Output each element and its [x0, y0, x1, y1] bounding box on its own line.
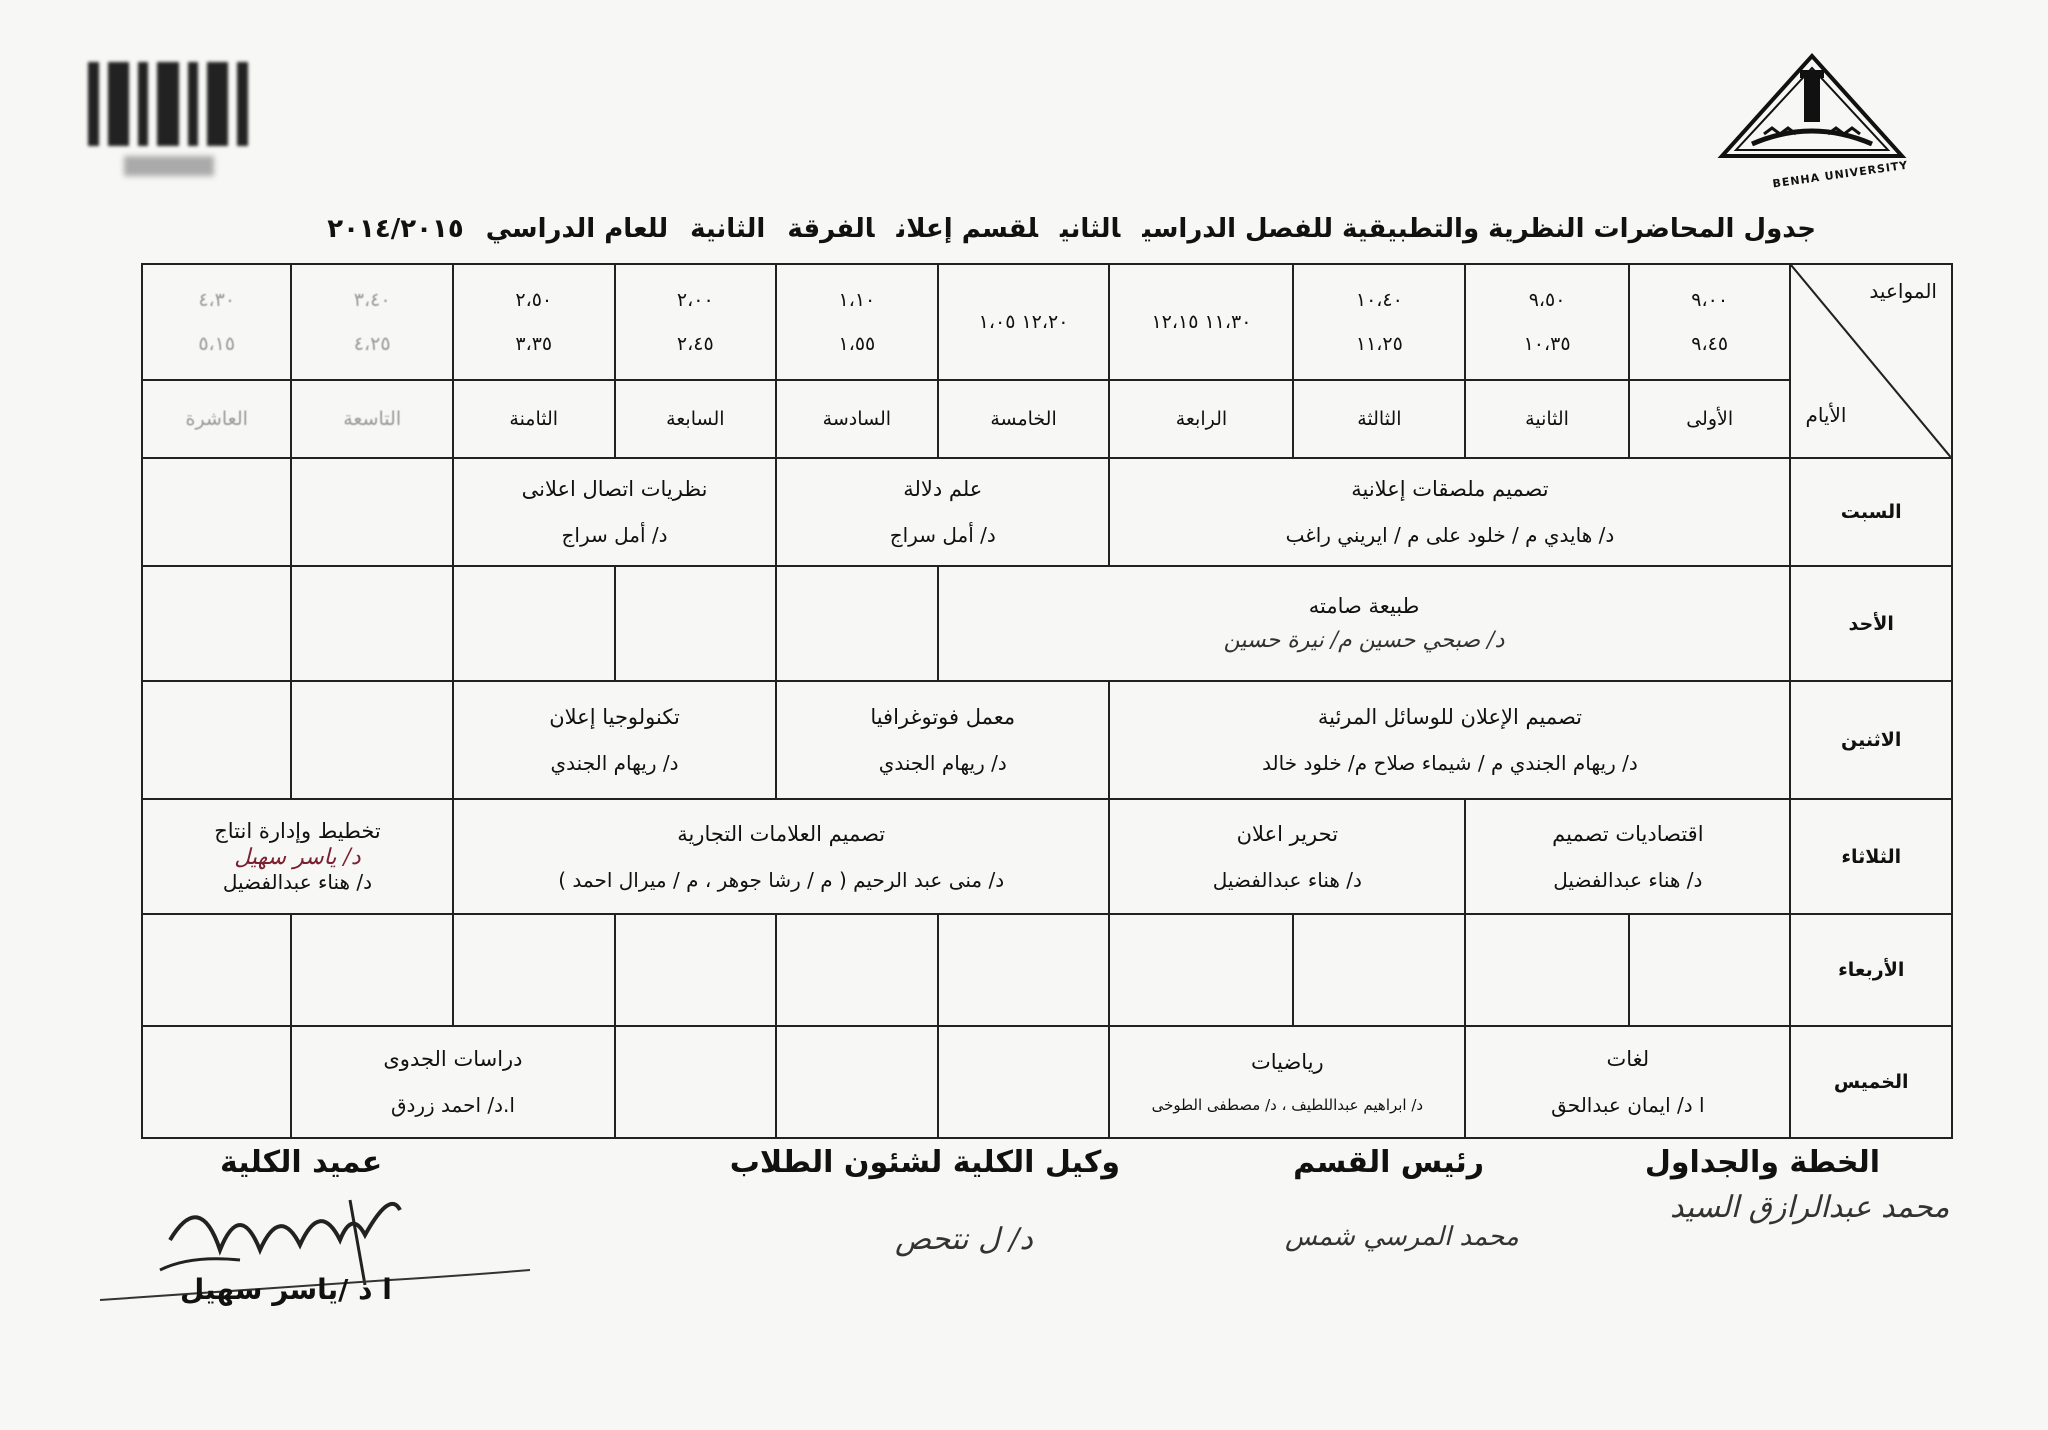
course-name: نظريات اتصال اعلانى — [521, 477, 708, 501]
class-cell — [453, 458, 776, 566]
period-time: ١،١٠ ١،٥٥ — [776, 264, 938, 380]
empty-cell — [291, 681, 453, 799]
course-name: تصميم العلامات التجارية — [677, 821, 886, 846]
instructor: د/ هناء عبدالفضيل — [1553, 867, 1703, 892]
day-row-thursday — [142, 1026, 1952, 1138]
instructor: د/ أمل سراج — [561, 523, 668, 547]
dean-name: ا د /ياسر سهيل — [180, 1273, 392, 1306]
day-label: الخميس — [1790, 1026, 1952, 1138]
period-name: الثامنة — [453, 380, 615, 458]
day-label: الأحد — [1790, 566, 1952, 681]
instructor: د/ هناء عبدالفضيل — [222, 870, 373, 894]
day-label: الاثنين — [1790, 681, 1952, 799]
class-cell — [776, 458, 1109, 566]
faculty-logo — [88, 62, 248, 180]
instructor: د/ ريهام الجندي — [550, 751, 679, 775]
period-time: ٩،٥٠ ١٠،٣٥ — [1465, 264, 1629, 380]
empty-cell — [1109, 914, 1293, 1026]
schedule-title: جدول المحاضرات النظرية والتطبيقية للفصل الدراسيالثانيلقسم إعلانالفرقةالثانيةللعام الدراسي٢٠١٤/٢٠١٥ — [327, 214, 1816, 244]
instructor: د/ ريهام الجندي م / شيماء صلاح م/ خلود خالد — [1262, 751, 1638, 775]
day-row-wednesday — [142, 914, 1952, 1026]
empty-cell — [291, 566, 453, 681]
class-cell — [291, 1026, 614, 1138]
empty-cell — [142, 914, 291, 1026]
empty-cell — [1293, 914, 1465, 1026]
course-name: علم دلالة — [903, 477, 983, 501]
period-names-row — [142, 380, 1952, 458]
day-row-saturday — [142, 458, 1952, 566]
day-row-tuesday — [142, 799, 1952, 914]
vice-dean-label: وكيل الكلية لشئون الطلاب — [729, 1145, 1120, 1180]
course-name: لغات — [1606, 1047, 1650, 1071]
plans-label: الخطة والجداول — [1644, 1145, 1880, 1180]
period-name: الرابعة — [1109, 380, 1293, 458]
course-name: اقتصاديات تصميم — [1552, 821, 1704, 846]
course-name: معمل فوتوغرافيا — [870, 705, 1016, 729]
dean-label: عميد الكلية — [220, 1145, 383, 1180]
times-label: المواعيد — [1869, 279, 1937, 303]
course-name: تصميم ملصقات إعلانية — [1351, 477, 1549, 501]
course-name: رياضيات — [1250, 1050, 1324, 1074]
corner-cell — [1790, 264, 1952, 458]
period-name: التاسعة — [291, 380, 453, 458]
course-name: تحرير اعلان — [1236, 821, 1339, 846]
period-name: العاشرة — [142, 380, 291, 458]
class-cell — [453, 681, 776, 799]
vice-dean-signature: د/ ل نتحص — [895, 1222, 1033, 1257]
class-cell — [1109, 799, 1465, 914]
instructor: د/ هناء عبدالفضيل — [1212, 867, 1362, 892]
instructor: د/ منى عبد الرحيم ( م / رشا جوهر ، م / ميرال احمد ) — [558, 867, 1005, 892]
course-name: دراسات الجدوى — [383, 1047, 523, 1071]
instructor: ا د/ ايمان عبدالحق — [1551, 1093, 1705, 1117]
empty-cell — [291, 458, 453, 566]
class-cell — [453, 799, 1109, 914]
period-time: ٣،٤٠ ٤،٢٥ — [291, 264, 453, 380]
empty-cell — [142, 1026, 291, 1138]
empty-cell — [776, 566, 938, 681]
day-row-monday — [142, 681, 1952, 799]
class-cell — [1109, 458, 1790, 566]
period-time: ٤،٣٠ ٥،١٥ — [142, 264, 291, 380]
empty-cell — [938, 1026, 1110, 1138]
period-time: ١٠،٤٠ ١١،٢٥ — [1293, 264, 1465, 380]
dept-head-label: رئيس القسم — [1293, 1145, 1484, 1180]
lecture-schedule-table — [141, 263, 1953, 1139]
instructor: د/ ريهام الجندي — [878, 751, 1007, 775]
period-time: ١٢،٢٠ ١،٠٥ — [938, 264, 1110, 380]
empty-cell — [453, 566, 615, 681]
day-label: الأربعاء — [1790, 914, 1952, 1026]
instructor: د/ أمل سراج — [889, 523, 996, 547]
day-row-sunday — [142, 566, 1952, 681]
plans-signature: محمد عبدالرازق السيد — [1670, 1190, 1950, 1225]
course-name: طبيعة صامته — [1308, 594, 1420, 618]
dept-head-signature: محمد المرسي شمس — [1285, 1222, 1519, 1252]
period-time: ١١،٣٠ ١٢،١٥ — [1109, 264, 1293, 380]
class-cell — [1109, 1026, 1465, 1138]
class-cell — [1465, 1026, 1790, 1138]
times-header-row — [142, 264, 1952, 380]
handwritten-note: د/ ياسر سهيل — [234, 845, 361, 870]
instructor: د/ هايدي م / خلود على م / ايريني راغب — [1285, 523, 1615, 547]
period-name: الأولى — [1629, 380, 1791, 458]
day-label: الثلاثاء — [1790, 799, 1952, 914]
class-cell — [1465, 799, 1790, 914]
empty-cell — [938, 914, 1110, 1026]
empty-cell — [776, 1026, 938, 1138]
class-cell — [1109, 681, 1790, 799]
days-label: الأيام — [1805, 403, 1847, 427]
instructor: ا.د/ احمد زردق — [390, 1093, 515, 1117]
period-time: ٢،٥٠ ٣،٣٥ — [453, 264, 615, 380]
empty-cell — [142, 566, 291, 681]
instructor: د/ ابراهيم عبداللطيف ، د/ مصطفى الطوخى — [1151, 1096, 1424, 1114]
period-name: الثالثة — [1293, 380, 1465, 458]
class-cell — [142, 799, 453, 914]
empty-cell — [615, 566, 777, 681]
class-cell — [938, 566, 1791, 681]
university-name: BENHA UNIVERSITY — [1771, 158, 1910, 191]
period-time: ٩،٠٠ ٩،٤٥ — [1629, 264, 1791, 380]
handwritten-instructor: د/ صبحي حسين م/ نيرة حسين — [1223, 628, 1505, 653]
course-name: تكنولوجيا إعلان — [549, 705, 680, 729]
empty-cell — [453, 914, 615, 1026]
empty-cell — [142, 458, 291, 566]
empty-cell — [615, 1026, 777, 1138]
empty-cell — [1629, 914, 1791, 1026]
course-name: تصميم الإعلان للوسائل المرئية — [1317, 705, 1583, 729]
period-name: الخامسة — [938, 380, 1110, 458]
period-time: ٢،٠٠ ٢،٤٥ — [615, 264, 777, 380]
empty-cell — [776, 914, 938, 1026]
period-name: الثانية — [1465, 380, 1629, 458]
benha-university-logo — [1712, 48, 1912, 191]
period-name: السادسة — [776, 380, 938, 458]
empty-cell — [142, 681, 291, 799]
day-label: السبت — [1790, 458, 1952, 566]
period-name: السابعة — [615, 380, 777, 458]
empty-cell — [291, 914, 453, 1026]
empty-cell — [1465, 914, 1629, 1026]
course-name: تخطيط وإدارة انتاج — [214, 819, 381, 843]
empty-cell — [615, 914, 777, 1026]
class-cell — [776, 681, 1109, 799]
